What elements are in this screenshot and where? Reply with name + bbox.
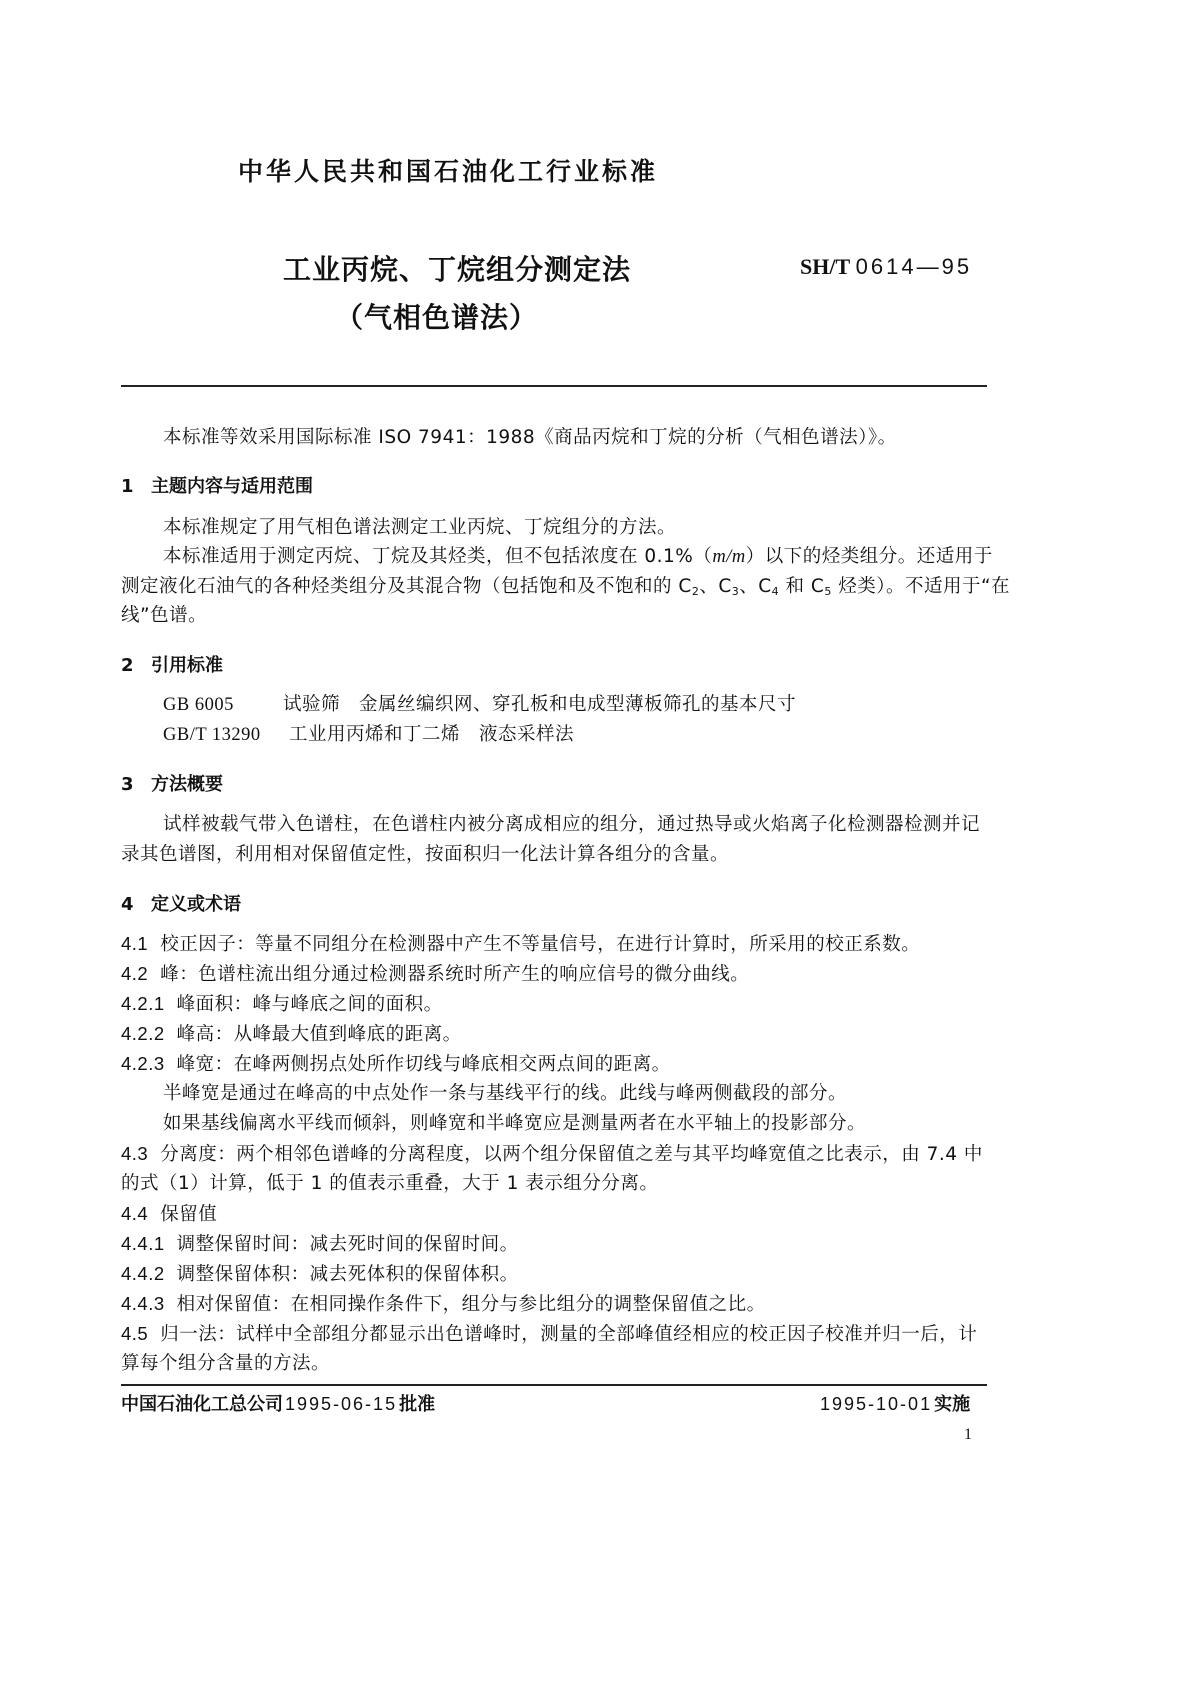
definition-4-2-2 <box>121 1024 462 1045</box>
clause-number: 4.4.1 <box>121 1233 165 1254</box>
reference-code: GB 6005 <box>163 695 234 715</box>
section-1-paragraph-2-line-1 <box>163 547 993 567</box>
section-1-heading <box>121 472 313 498</box>
definition-4-2 <box>121 964 749 985</box>
clause-number: 4.4.2 <box>121 1263 165 1284</box>
clause-text: 相对保留值：在相同操作条件下，组分与参比组分的调整保留值之比。 <box>176 1294 766 1315</box>
subscript: 2 <box>691 585 700 598</box>
definition-4-2-3 <box>121 1054 671 1075</box>
text-run: 和 C <box>779 576 825 597</box>
intro-paragraph: 本标准等效采用国际标准 ISO 7941：1988《商品丙烷和丁烷的分析（气相色谱法）》。 <box>163 427 897 448</box>
definition-4-4-2 <box>121 1264 519 1285</box>
clause-number: 4.3 <box>121 1143 149 1164</box>
reference-title: 试验筛 金属丝编织网、穿孔板和电成型薄板筛孔的基本尺寸 <box>283 694 797 715</box>
clause-text: 校正因子：等量不同组分在检测器中产生不等量信号，在进行计算时，所采用的校正系数。 <box>160 934 921 955</box>
subscript: 3 <box>731 585 740 598</box>
section-number: 2 <box>121 655 134 676</box>
clause-number: 4.1 <box>121 933 149 954</box>
text-run: 、C <box>699 576 732 597</box>
standard-code-number: 0614—95 <box>855 254 973 279</box>
definition-4-1 <box>121 934 920 955</box>
page-number: 1 <box>964 1426 972 1443</box>
text-run: 本标准适用于测定丙烷、丁烷及其烃类，但不包括浓度在 0.1%（ <box>163 546 713 567</box>
clause-text: 峰高：从峰最大值到峰底的距离。 <box>176 1024 462 1045</box>
clause-number: 4.2.3 <box>121 1053 165 1074</box>
text-run: 烃类）。不适用于“在 <box>831 576 1011 597</box>
clause-number: 4.2 <box>121 963 149 984</box>
section-title: 方法概要 <box>151 774 223 795</box>
document-title: 工业丙烷、丁烷组分测定法 <box>283 253 632 286</box>
section-2-heading <box>121 651 223 677</box>
section-title: 引用标准 <box>151 655 223 676</box>
clause-text: 峰宽：在峰两侧拐点处所作切线与峰底相交两点间的距离。 <box>176 1054 671 1075</box>
effective-label: 实施 <box>934 1394 971 1415</box>
clause-text: 调整保留时间：减去死时间的保留时间。 <box>176 1234 519 1255</box>
approval-label: 批准 <box>399 1394 436 1415</box>
definition-4-2-3-note-1: 半峰宽是通过在峰高的中点处作一条与基线平行的线。此线与峰两侧截段的部分。 <box>163 1083 848 1104</box>
text-run: 测定液化石油气的各种烃类组分及其混合物（包括饱和及不饱和的 C <box>121 576 692 597</box>
section-number: 4 <box>121 894 134 915</box>
clause-text: 归一法：试样中全部组分都显示出色谱峰时，测量的全部峰值经相应的校正因子校准并归一后，计 <box>160 1324 978 1345</box>
clause-text: 分离度：两个相邻色谱峰的分离程度，以两个组分保留值之差与其平均峰宽值之比表示，由 7.4 中 <box>160 1144 983 1165</box>
reference-item <box>163 695 796 715</box>
reference-item <box>163 725 574 745</box>
section-title: 定义或术语 <box>151 894 241 915</box>
definition-4-2-1 <box>121 994 443 1015</box>
clause-number: 4.5 <box>121 1323 149 1344</box>
standard-code <box>800 254 972 280</box>
definition-4-4-3 <box>121 1294 766 1315</box>
section-3-paragraph-line-2: 录其色谱图，利用相对保留值定性，按面积归一化法计算各组分的含量。 <box>121 844 730 865</box>
clause-text: 峰：色谱柱流出组分通过检测器系统时所产生的响应信号的微分曲线。 <box>160 964 750 985</box>
approver: 中国石油化工总公司 <box>121 1394 283 1415</box>
section-number: 3 <box>121 774 134 795</box>
reference-title: 工业用丙烯和丁二烯 液态采样法 <box>289 724 575 745</box>
clause-text: 调整保留体积：减去死体积的保留体积。 <box>176 1264 519 1285</box>
approval-info <box>121 1390 435 1416</box>
subscript: 5 <box>824 585 832 598</box>
standard-code-prefix: SH/T <box>800 254 851 279</box>
text-run: ）以下的烃类组分。还适用于 <box>745 546 993 567</box>
approval-date: 1995-06-15 <box>285 1394 398 1414</box>
definition-4-2-3-note-2: 如果基线偏离水平线而倾斜，则峰宽和半峰宽应是测量两者在水平轴上的投影部分。 <box>163 1113 867 1134</box>
definition-4-4 <box>121 1204 217 1225</box>
section-number: 1 <box>121 476 134 497</box>
clause-number: 4.4 <box>121 1203 149 1224</box>
section-title: 主题内容与适用范围 <box>151 476 313 497</box>
section-3-paragraph-line-1: 试样被载气带入色谱柱，在色谱柱内被分离成相应的组分，通过热导或火焰离子化检测器检测并记 <box>163 814 981 835</box>
clause-number: 4.4.3 <box>121 1293 165 1314</box>
clause-number: 4.2.2 <box>121 1023 165 1044</box>
unit-mass-fraction: m/m <box>712 547 746 567</box>
definition-4-5 <box>121 1324 977 1345</box>
subscript: 4 <box>771 585 780 598</box>
section-1-paragraph-1: 本标准规定了用气相色谱法测定工业丙烷、丁烷组分的方法。 <box>163 517 677 538</box>
definition-4-3 <box>121 1144 983 1165</box>
section-3-heading <box>121 770 223 796</box>
document-subtitle: （气相色谱法） <box>335 301 539 334</box>
clause-text: 保留值 <box>160 1204 218 1225</box>
clause-text: 峰面积：峰与峰底之间的面积。 <box>176 994 443 1015</box>
issuing-organization: 中华人民共和国石油化工行业标准 <box>238 157 659 186</box>
effective-date: 1995-10-01 <box>820 1394 933 1414</box>
header-divider <box>121 385 987 387</box>
section-1-paragraph-2-line-3: 线”色谱。 <box>121 605 208 626</box>
clause-number: 4.2.1 <box>121 993 165 1014</box>
text-run: 、C <box>739 576 772 597</box>
definition-4-4-1 <box>121 1234 519 1255</box>
definition-4-5-continued: 算每个组分含量的方法。 <box>121 1353 331 1374</box>
definition-4-3-continued: 的式（1）计算，低于 1 的值表示重叠，大于 1 表示组分分离。 <box>121 1173 659 1194</box>
section-1-paragraph-2-line-2 <box>121 577 1010 602</box>
section-4-heading <box>121 890 241 916</box>
reference-code: GB/T 13290 <box>163 725 261 745</box>
footer-divider <box>121 1384 987 1386</box>
effective-info <box>820 1390 970 1416</box>
